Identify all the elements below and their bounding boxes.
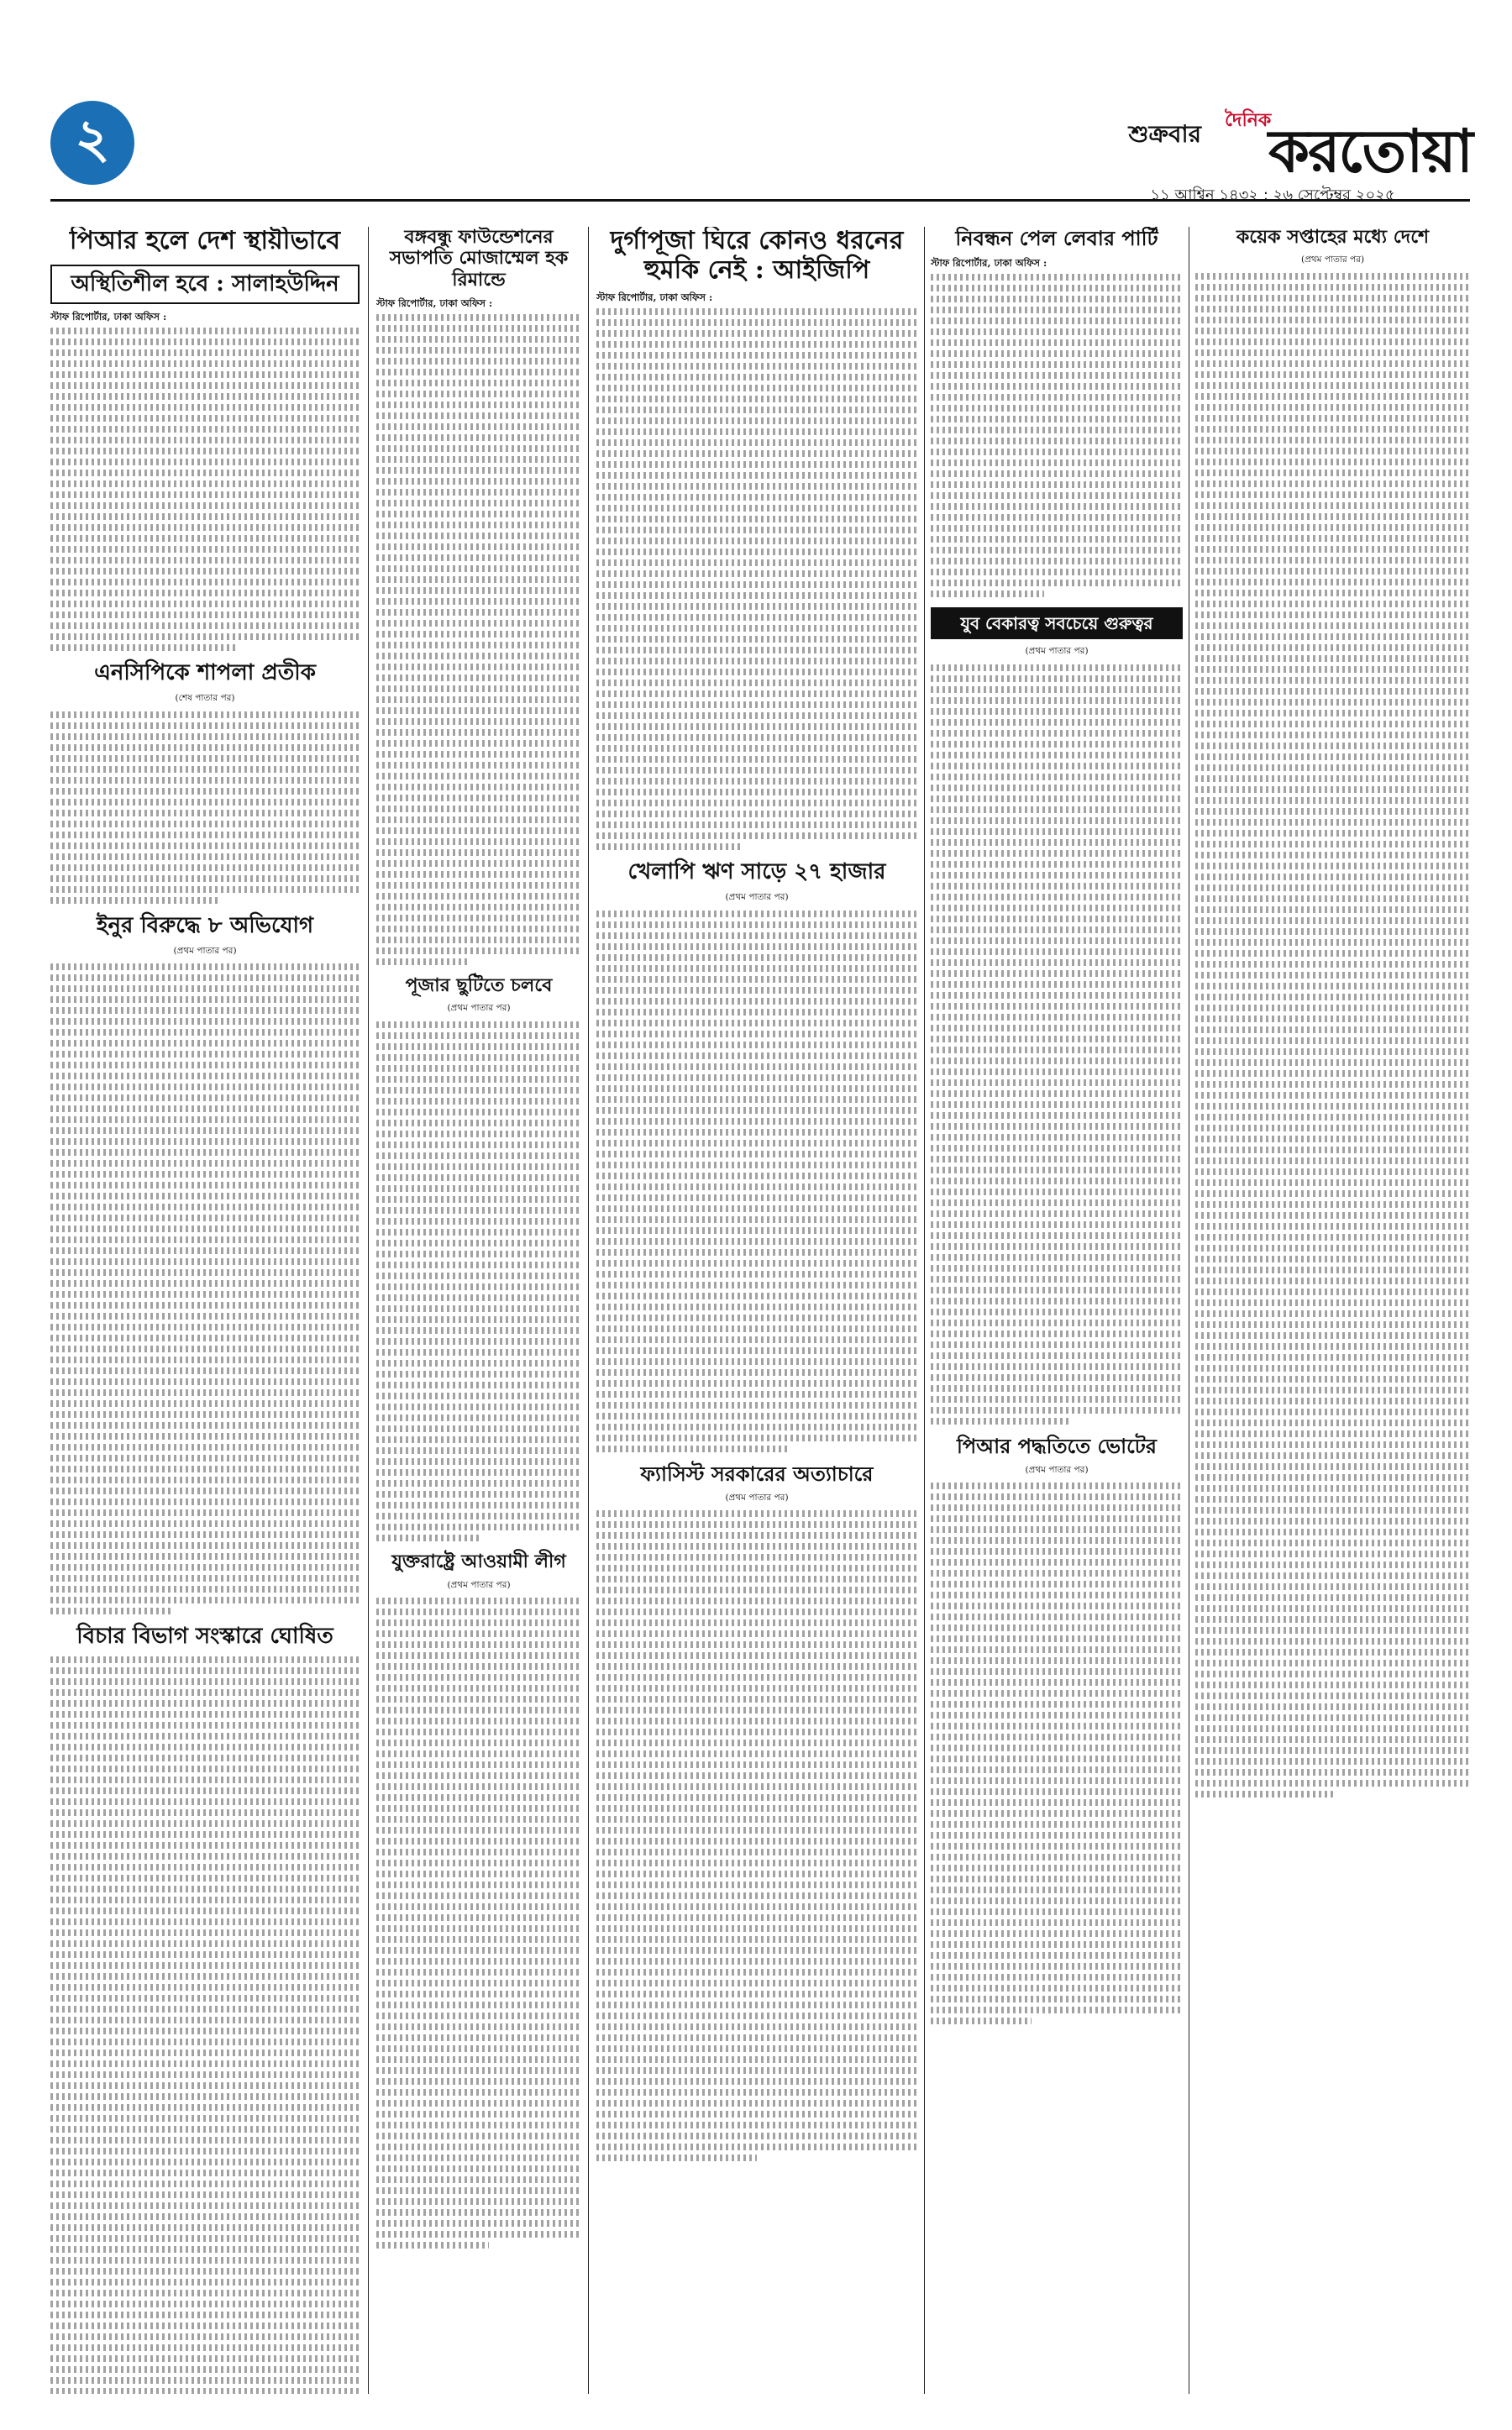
article-body [931, 1483, 1183, 2024]
column-5 [1195, 227, 1470, 2394]
article-body [50, 328, 360, 651]
column-3 [596, 227, 917, 2394]
column-divider [924, 227, 925, 2394]
article-judiciary-reform [50, 1624, 360, 2394]
continuation-note: (প্রথম পাতার পর) [725, 892, 789, 903]
article-body [596, 1510, 917, 2161]
headline: কয়েক সপ্তাহের মধ্যে দেশে [1236, 227, 1430, 248]
headline: পূজার ছুটিতে চলবে [405, 974, 553, 997]
article-within-weeks [1195, 227, 1470, 1798]
logo-prefix: দৈনিক [1225, 110, 1272, 131]
article-body [376, 1021, 581, 1541]
continuation-note: (প্রথম পাতার পর) [1025, 646, 1089, 657]
article-labour-party [931, 227, 1183, 597]
article-body [50, 963, 360, 1614]
newspaper-logo [1218, 101, 1470, 185]
headline: পিআর হলে দেশ স্থায়ীভাবে [69, 227, 341, 255]
article-pr-stability [50, 227, 360, 651]
column-divider [588, 227, 589, 2394]
continuation-note: (প্রথম পাতার পর) [447, 1579, 511, 1590]
weekday: শুক্রবার [1128, 120, 1201, 148]
headline: নিবন্ধন পেল লেবার পার্টি [955, 227, 1158, 250]
article-body [596, 308, 917, 850]
article-fascist-govt [596, 1462, 917, 2161]
article-body [50, 1656, 360, 2394]
article-body [931, 274, 1183, 597]
column-2 [376, 227, 581, 2394]
byline: স্টাফ রিপোর্টার, ঢাকা অফিস : [931, 256, 1047, 269]
article-body [376, 1598, 581, 2249]
headline: যুক্তরাষ্ট্রে আওয়ামী লীগ [391, 1551, 566, 1573]
continuation-note: (প্রথম পাতার পর) [447, 1003, 511, 1014]
article-youth-unemployment [931, 607, 1183, 1425]
article-pr-vote [931, 1435, 1183, 2024]
continuation-note: (প্রথম পাতার পর) [1025, 1464, 1089, 1475]
byline: স্টাফ রিপোর্টার, ঢাকা অফিস : [50, 310, 167, 323]
article-ncp-shapla [50, 661, 360, 904]
headline: এনসিপিকে শাপলা প্রতীক [94, 659, 316, 685]
dateline: ১১ আশ্বিন ১৪৩২ : ২৬ সেপ্টেম্বর ২০২৫ [1150, 186, 1395, 204]
article-body [50, 711, 360, 904]
article-body [376, 314, 581, 965]
headline: পিআর পদ্ধতিতে ভোটের [957, 1434, 1157, 1459]
article-body [596, 911, 917, 1452]
page-number-badge: ২ [50, 101, 134, 185]
masthead [50, 101, 1470, 202]
headline: দুর্গাপূজা ঘিরে কোনও ধরনের হুমকি নেই : আইজিপি [610, 227, 904, 285]
article-durga-puja [596, 227, 917, 850]
byline: স্টাফ রিপোর্টার, ঢাকা অফিস : [376, 297, 493, 309]
continuation-note: (প্রথম পাতার পর) [1300, 255, 1365, 265]
article-defaulted-loans [596, 860, 917, 1452]
byline: স্টাফ রিপোর্টার, ঢাকা অফিস : [596, 291, 713, 303]
article-puja-holiday [376, 975, 581, 1541]
article-body [1195, 273, 1470, 1798]
article-bangabandhu-foundation [376, 227, 581, 965]
article-yunus-charges [50, 914, 360, 1615]
logo-title: করতোয়া [1268, 116, 1472, 186]
article-body [931, 664, 1183, 1425]
column-1 [50, 227, 360, 2394]
headline: ইনুর বিরুদ্ধে ৮ অভিযোগ [96, 912, 314, 938]
column-4 [931, 227, 1183, 2394]
headline: খেলাপি ঋণ সাড়ে ২৭ হাজার [627, 859, 886, 885]
continuation-note: (প্রথম পাতার পর) [173, 945, 237, 956]
column-divider [368, 227, 369, 2394]
headline: বঙ্গবন্ধু ফাউন্ডেশনের সভাপতি মোজাম্মেল হক রিমান্ডে [389, 227, 569, 291]
continuation-note: (শেষ পাতার পর) [175, 692, 235, 703]
continuation-note: (প্রথম পাতার পর) [725, 1492, 789, 1503]
headline: ফ্যাসিস্ট সরকারের অত্যাচারে [640, 1461, 874, 1486]
headline: বিচার বিভাগ সংস্কারে ঘোষিত [76, 1624, 333, 1650]
headline: যুব বেকারত্ব সবচেয়ে গুরুত্বর [931, 607, 1183, 639]
headline-boxed: অস্থিতিশীল হবে : সালাহউদ্দিন [50, 265, 360, 304]
article-us-awami-league [376, 1551, 581, 2249]
